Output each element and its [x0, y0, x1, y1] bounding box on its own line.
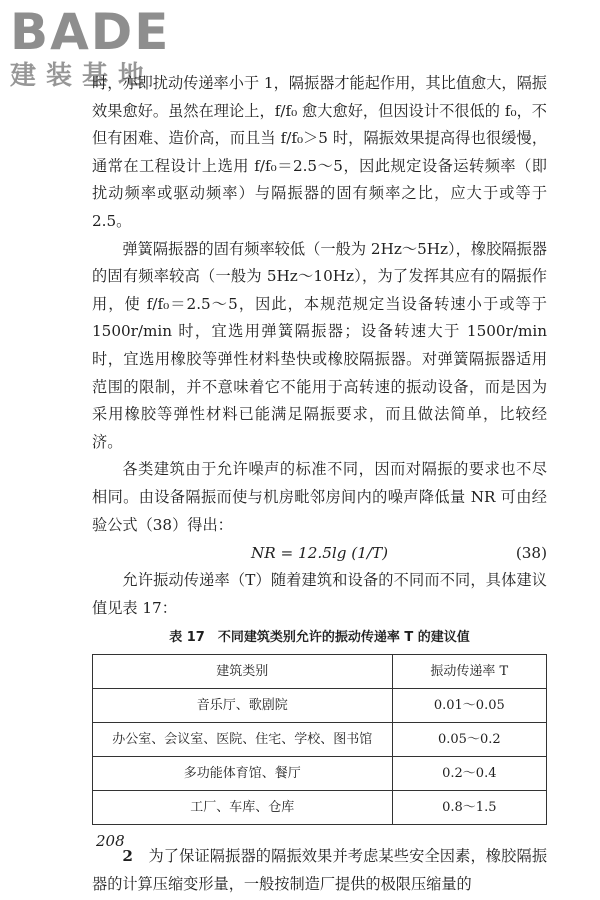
section-2 [92, 843, 547, 898]
table-row [93, 723, 547, 757]
formula-38 [92, 539, 547, 567]
table-row [93, 689, 547, 723]
page-number: 208 [96, 832, 125, 850]
paragraph-2: 弹簧隔振器的固有频率较低（一般为 2Hz～5Hz），橡胶隔振器的固有频率较高（一般为 5Hz～10Hz），为了发挥其应有的隔振作用，使 f/f₀＝2.5～5，因此，本规范规定当设备转速小于或等于 1500r/min 时，宜选用弹簧隔振器；设备转速大于 1500r/min 时，宜选用橡胶等弹性材料垫快或橡胶隔振器。对弹簧隔振器适用范围的限制，并不意味着它不能用于高转速的振动设备，而是因为采用橡胶等弹性材料已能满足隔振要求，而且做法简单，比较经济。 [92, 239, 547, 451]
cell-building-type: 办公室、会议室、医院、住宅、学校、图书馆 [93, 723, 393, 757]
transmissibility-table [92, 654, 547, 825]
header-building-type: 建筑类别 [93, 655, 393, 689]
cell-transmissibility: 0.01～0.05 [392, 689, 546, 723]
table-row [93, 757, 547, 791]
header-transmissibility: 振动传递率 T [392, 655, 546, 689]
cell-building-type: 工厂、车库、仓库 [93, 791, 393, 825]
section-number: 2 [122, 847, 133, 866]
cell-transmissibility: 0.05～0.2 [392, 723, 546, 757]
watermark-subtitle: 建装基地 [10, 61, 155, 91]
cell-building-type: 音乐厅、歌剧院 [93, 689, 393, 723]
cell-transmissibility: 0.8～1.5 [392, 791, 546, 825]
formula-number: (38) [515, 544, 547, 563]
paragraph-4: 允许振动传递率（T）随着建筑和设备的不同而不同，具体建议值见表 17： [92, 571, 547, 617]
cell-building-type: 多功能体育馆、餐厅 [93, 757, 393, 791]
watermark-logo-text: BADE [10, 3, 171, 61]
section-2-text: 为了保证隔振器的隔振效果并考虑某些安全因素，橡胶隔振器的计算压缩变形量，一般按制造厂提供的极限压缩量的 [92, 847, 548, 893]
paragraph-3: 各类建筑由于允许噪声的标准不同，因而对隔振的要求也不尽相同。由设备隔振而使与机房毗邻房间内的噪声降低量 NR 可由经验公式（38）得出： [92, 460, 547, 534]
table-caption: 表 17 不同建筑类别允许的振动传递率 T 的建议值 [169, 630, 470, 646]
page-content [92, 70, 547, 898]
paragraph-1: 时，亦即扰动传递率小于 1，隔振器才能起作用，其比值愈大，隔振效果愈好。虽然在理论上，f/f₀ 愈大愈好，但因设计不很低的 f₀，不但有困难、造价高，而且当 f/f₀＞5 时，隔振效果提高得也很缓慢，通常在工程设计上选用 f/f₀＝2.5～5，因此规定设备运转频率（即扰动频率或驱动频率）与隔振器的固有频率之比，应大于或等于 2.5。 [92, 74, 547, 230]
cell-transmissibility: 0.2～0.4 [392, 757, 546, 791]
table-header-row [93, 655, 547, 689]
table-row [93, 791, 547, 825]
formula-expression: NR = 12.5lg (1/T) [250, 544, 389, 563]
